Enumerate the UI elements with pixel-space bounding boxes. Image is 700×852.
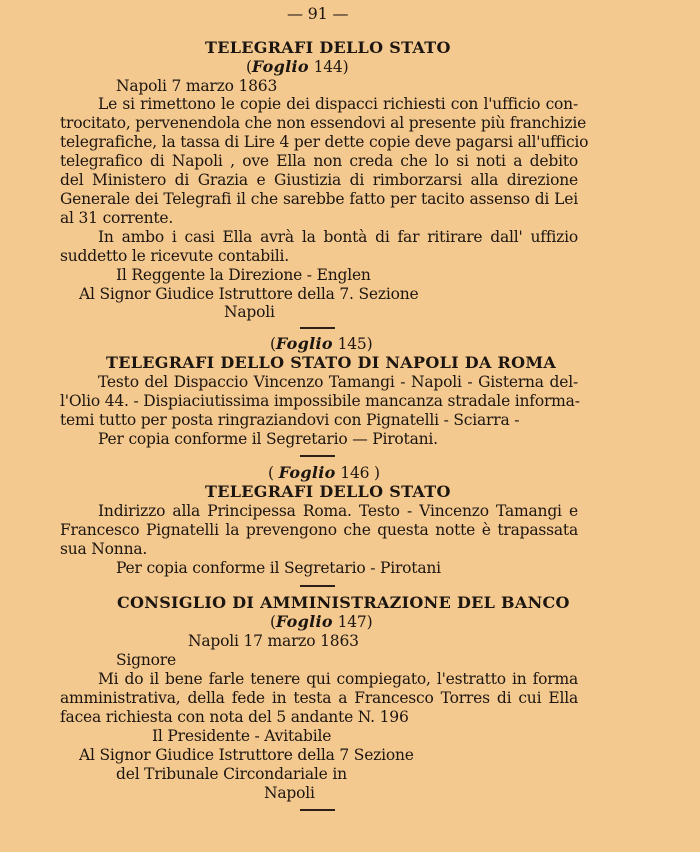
addressee-court: del Tribunale Circondariale in	[116, 765, 347, 783]
section-divider	[300, 455, 335, 457]
body-line: del Ministero di Grazia e Giustizia di rimborzarsi alla direzione	[60, 171, 578, 189]
body-line: trocitato, pervenendola che non essendovi al presente più franchizie	[60, 114, 587, 132]
section-heading: TELEGRAFI DELLO STATO	[205, 38, 451, 57]
body-line: l'Olio 44. - Dispiaciutissima impossibile mancanza stradale informa-	[60, 392, 580, 410]
section-heading: CONSIGLIO DI AMMINISTRAZIONE DEL BANCO	[117, 593, 570, 612]
body-line: In ambo i casi Ella avrà la bontà di far ritirare dall' uffizio	[98, 228, 578, 246]
section-divider	[300, 809, 335, 811]
dateline: Napoli 7 marzo 1863	[116, 77, 278, 95]
section-divider	[300, 585, 335, 587]
addressee: Al Signor Giudice Istruttore della 7 Sezione	[79, 746, 414, 764]
signature: Il Presidente - Avitabile	[152, 727, 332, 745]
addressee-city: Napoli	[264, 784, 315, 802]
section-divider	[300, 327, 335, 329]
certification-line: Per copia conforme il Segretario — Pirotani.	[98, 430, 438, 448]
body-line: Francesco Pignatelli la prevengono che questa notte è trapassata	[60, 521, 578, 539]
salutation: Signore	[116, 651, 176, 669]
body-line: al 31 corrente.	[60, 209, 174, 227]
addressee: Al Signor Giudice Istruttore della 7. Sezione	[79, 285, 419, 303]
body-line: Le si rimettono le copie dei dispacci richiesti con l'ufficio con-	[98, 95, 578, 113]
sheet-reference: (Foglio 147)	[270, 612, 373, 631]
page-number: — 91 —	[287, 4, 349, 23]
section-heading: TELEGRAFI DELLO STATO DI NAPOLI DA ROMA	[106, 353, 557, 372]
sheet-reference: (Foglio 145)	[270, 334, 373, 353]
dateline: Napoli 17 marzo 1863	[188, 632, 359, 650]
body-line: sua Nonna.	[60, 540, 148, 558]
certification-line: Per copia conforme il Segretario - Pirotani	[116, 559, 441, 577]
body-line: Mi do il bene farle tenere qui compiegato, l'estratto in forma	[98, 670, 578, 688]
body-line: temi tutto per posta ringraziandovi con Pignatelli - Sciarra -	[60, 411, 520, 429]
body-line: Testo del Dispaccio Vincenzo Tamangi - Napoli - Gisterna del-	[98, 373, 578, 391]
sheet-reference: (Foglio 144)	[246, 57, 349, 76]
body-line: Indirizzo alla Principessa Roma. Testo - Vincenzo Tamangi e	[98, 502, 578, 520]
body-line: Generale dei Telegrafi il che sarebbe fatto per tacito assenso di Lei	[60, 190, 578, 208]
body-line: amministrativa, della fede in testa a Francesco Torres di cui Ella	[60, 689, 578, 707]
addressee-city: Napoli	[224, 303, 275, 321]
body-line: facea richiesta con nota del 5 andante N. 196	[60, 708, 409, 726]
body-line: telegrafico di Napoli , ove Ella non creda che lo si noti a debito	[60, 152, 578, 170]
section-heading: TELEGRAFI DELLO STATO	[205, 482, 451, 501]
signature: Il Reggente la Direzione - Englen	[116, 266, 371, 284]
body-line: telegrafiche, la tassa di Lire 4 per dette copie deve pagarsi all'ufficio	[60, 133, 589, 151]
body-line: suddetto le ricevute contabili.	[60, 247, 290, 265]
sheet-reference: ( Foglio 146 )	[268, 463, 380, 482]
